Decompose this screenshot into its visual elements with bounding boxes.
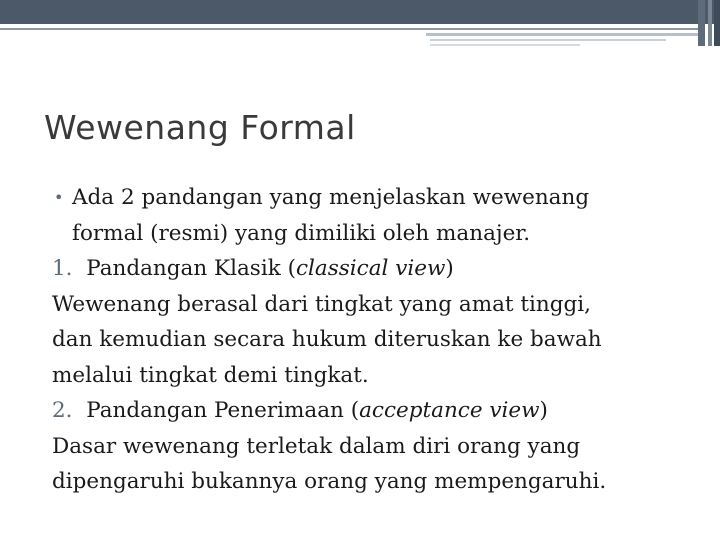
bullet-icon: • bbox=[54, 188, 64, 207]
slide-title: Wewenang Formal bbox=[44, 108, 356, 147]
decor-strip bbox=[698, 0, 705, 46]
paragraph-line: Dasar wewenang terletak dalam diri orang yang bbox=[52, 433, 581, 459]
top-decor-bar bbox=[0, 0, 720, 24]
slide-body bbox=[52, 180, 692, 500]
list-item-2 bbox=[52, 393, 692, 429]
bullet-text-continued: formal (resmi) yang dimiliki oleh manajer. bbox=[72, 220, 531, 246]
paragraph-line: Wewenang berasal dari tingkat yang amat tinggi, bbox=[52, 291, 591, 317]
list-text: ) bbox=[539, 398, 548, 423]
list-text: Pandangan Klasik ( bbox=[86, 256, 296, 281]
decor-strip bbox=[714, 0, 720, 46]
paragraph-line: dan kemudian secara hukum diteruskan ke bawah bbox=[52, 327, 602, 352]
list-number: 2. bbox=[52, 398, 73, 423]
list-number: 1. bbox=[52, 256, 73, 281]
bullet-line bbox=[52, 180, 692, 216]
decor-line bbox=[426, 33, 698, 36]
list-item-1 bbox=[52, 251, 692, 287]
decor-line bbox=[430, 44, 580, 46]
decor-line bbox=[0, 28, 698, 30]
decor-line bbox=[430, 39, 666, 41]
decor-strip bbox=[708, 0, 712, 46]
list-text-italic: acceptance view bbox=[359, 398, 540, 423]
paragraph-line: dipengaruhi bukannya orang yang mempengaruhi. bbox=[52, 469, 607, 494]
bullet-text: Ada 2 pandangan yang menjelaskan wewenang bbox=[72, 185, 590, 210]
list-text: ) bbox=[445, 256, 454, 281]
list-text: Pandangan Penerimaan ( bbox=[86, 398, 360, 423]
list-text-italic: classical view bbox=[295, 256, 446, 281]
paragraph-line: melalui tingkat demi tingkat. bbox=[52, 362, 369, 388]
